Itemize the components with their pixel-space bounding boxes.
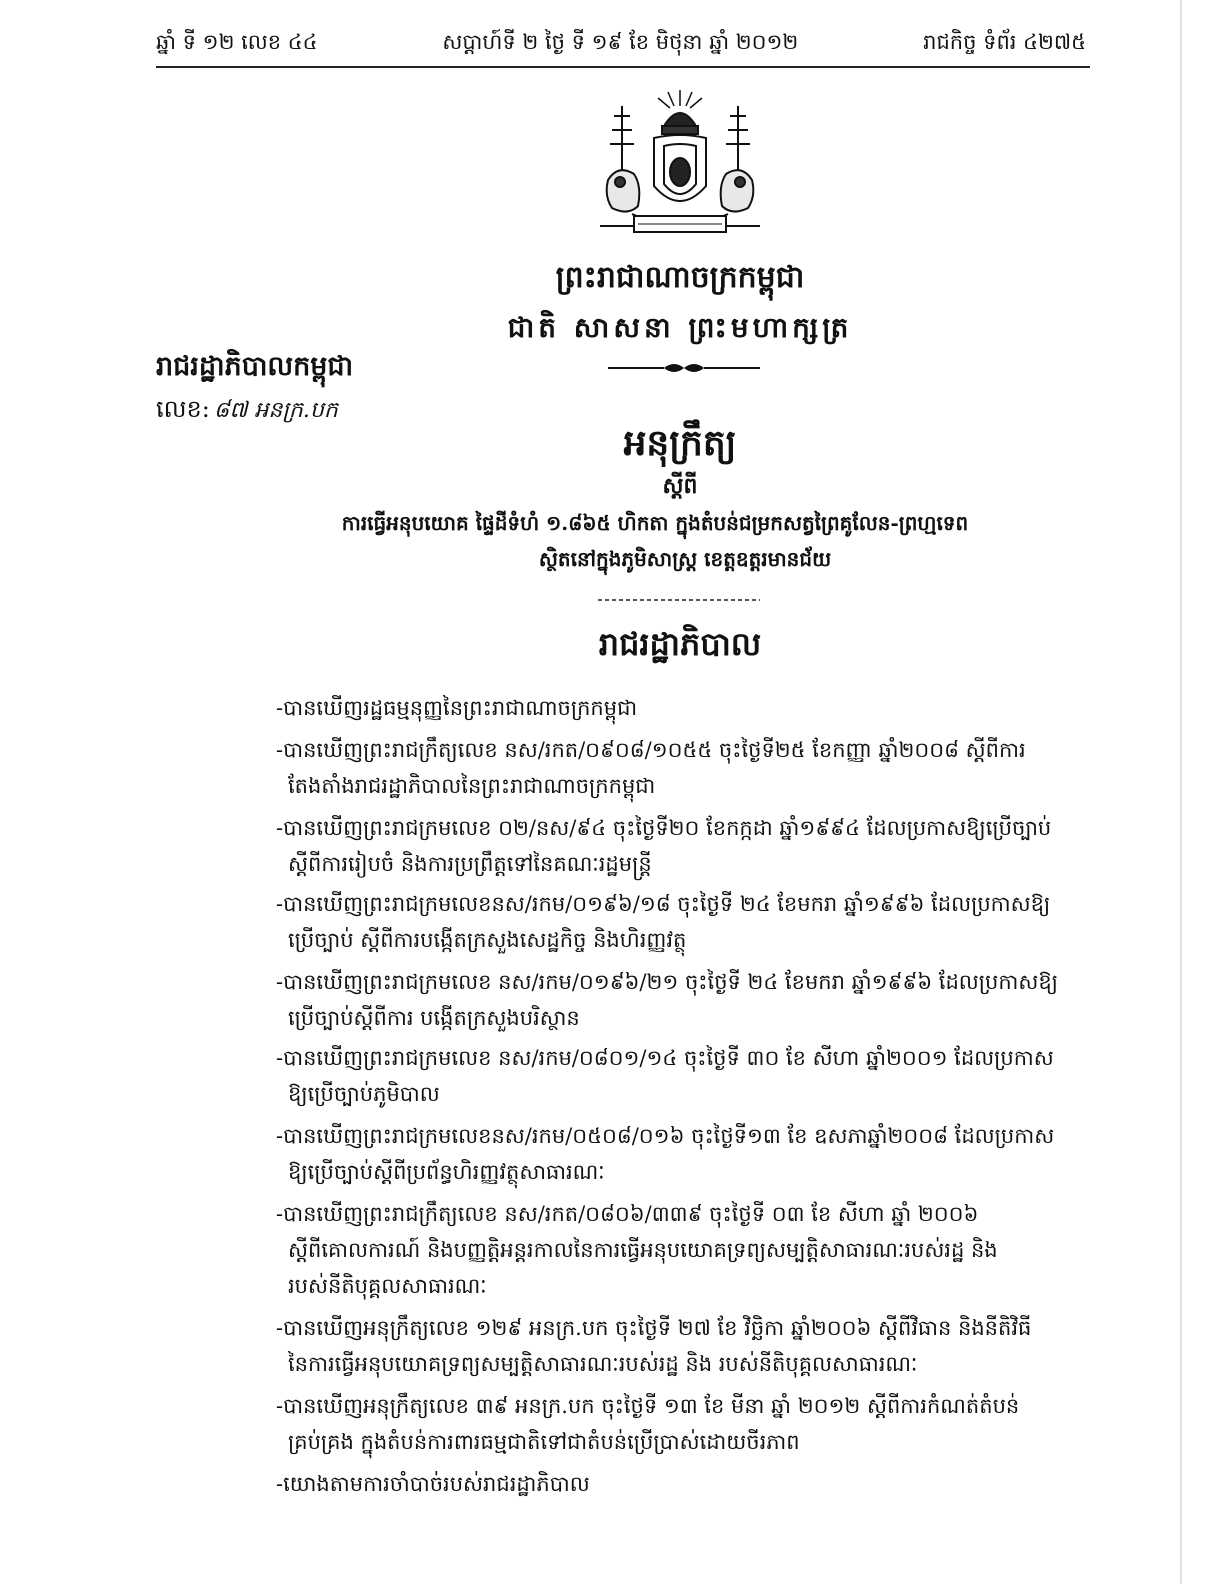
section-heading: រាជរដ្ឋាភិបាល <box>598 625 762 663</box>
page-number: រាជកិច្ច ទំព័រ ៤២៧៥ <box>923 29 1086 54</box>
issuing-government: រាជរដ្ឋាភិបាលកម្ពុជា <box>156 351 354 382</box>
clause-line: -បានឃើញរដ្ឋធម្មនុញ្ញនៃព្រះរាជាណាចក្រកម្ពុជា <box>276 696 638 720</box>
document-about: ស្ដីពី <box>662 473 698 499</box>
document-subject-line-2: ស្ថិតនៅក្នុងភូមិសាស្ត្រ ខេត្តឧត្ដរមានជ័យ <box>538 547 832 571</box>
kingdom-title: ព្រះរាជាណាចក្រកម្ពុជា <box>555 260 805 295</box>
clause-line-continued: ឱ្យប្រើច្បាប់ស្ដីពីប្រព័ន្ធហិរញ្ញវត្ថុសាធារណៈ <box>288 1160 605 1184</box>
clause-item <box>276 810 1086 882</box>
decree-number <box>156 394 338 429</box>
clause-item <box>276 1388 1086 1460</box>
clause-line-continued: របស់នីតិបុគ្គលសាធារណៈ <box>288 1274 487 1298</box>
clause-line-continued: ប្រើច្បាប់ ស្ដីពីការបង្កើតក្រសួងសេដ្ឋកិច្ច និងហិរញ្ញវត្ថុ <box>288 928 687 952</box>
issue-date: សប្ដាហ៍ទី ២ ថ្ងៃ ទី ១៩ ខែ មិថុនា ឆ្នាំ ២០១២ <box>442 29 799 54</box>
royal-coat-of-arms-emblem <box>598 86 762 244</box>
clause-item <box>276 732 1086 804</box>
clause-line: -បានឃើញអនុក្រឹត្យលេខ ៣៩ អនក្រ.បក ចុះថ្ងៃទី ១៣ ខែ មីនា ឆ្នាំ ២០១២ ស្ដីពីការកំណត់តំបន់ <box>276 1394 1020 1418</box>
clause-line: -បានឃើញព្រះរាជក្រឹត្យលេខ នស/រកត/០៩០៨/១០៥៥ ចុះថ្ងៃទី២៥ ខែកញ្ញា ឆ្នាំ២០០៨ ស្ដីពីការ <box>276 738 1026 762</box>
clause-item <box>276 964 1086 1036</box>
clause-line: -បានឃើញព្រះរាជក្រឹត្យលេខ នស/រកត/០៨០៦/៣៣៩ ចុះថ្ងៃទី ០៣ ខែ សីហា ឆ្នាំ ២០០៦ <box>276 1202 979 1226</box>
clause-item <box>276 690 1086 726</box>
decree-number-handwritten: ៨៧ អនក្រ.បក <box>213 398 338 423</box>
clause-item <box>276 1196 1086 1304</box>
clause-line-continued: ឱ្យប្រើច្បាប់ភូមិបាល <box>288 1082 440 1106</box>
issue-number: ឆ្នាំ ទី ១២ លេខ ៤៤ <box>156 29 318 54</box>
dotted-divider <box>594 594 764 606</box>
clause-item <box>276 886 1086 958</box>
clause-line: -បានឃើញព្រះរាជក្រមលេខ នស/រកម/០៨០១/១៤ ចុះថ្ងៃទី ៣០ ខែ សីហា ឆ្នាំ២០០១ ដែលប្រកាស <box>276 1046 1054 1070</box>
clause-line-continued: គ្រប់គ្រង ក្នុងតំបន់ការពារធម្មជាតិទៅជាតំបន់ប្រើប្រាស់ដោយចីរភាព <box>288 1430 800 1454</box>
clause-line-continued: ស្ដីពីគោលការណ៍ និងបញ្ញត្តិអន្តរកាលនៃការធ្វើអនុបយោគទ្រព្យសម្បត្តិសាធារណៈរបស់រដ្ឋ និង <box>288 1238 998 1262</box>
clause-line-continued: ប្រើច្បាប់ស្ដីពីការ បង្កើតក្រសួងបរិស្ថាន <box>288 1006 580 1030</box>
clause-line: -បានឃើញព្រះរាជក្រមលេខនស/រកម/០១៩៦/១៨ ចុះថ្ងៃទី ២៤ ខែមករា ឆ្នាំ១៩៩៦ ដែលប្រកាសឱ្យ <box>276 892 1051 916</box>
clause-line-continued: តែងតាំងរាជរដ្ឋាភិបាលនៃព្រះរាជាណាចក្រកម្ពុជា <box>288 774 656 798</box>
clause-line-continued: នៃការធ្វើអនុបយោគទ្រព្យសម្បត្តិសាធារណៈរបស់រដ្ឋ និង របស់នីតិបុគ្គលសាធារណៈ <box>288 1352 918 1376</box>
national-motto: ជាតិ សាសនា ព្រះមហាក្សត្រ <box>507 311 853 344</box>
document-subject-line-1: ការធ្វើអនុបយោគ ផ្ទៃដីទំហំ ១.៨៦៥ ហិកតា ក្នុងតំបន់ជម្រកសត្វព្រៃគូលែន-ព្រហ្មទេព <box>341 511 969 535</box>
clause-line-continued: ស្ដីពីការរៀបចំ និងការប្រព្រឹត្តទៅនៃគណៈរដ្ឋមន្ត្រី <box>288 852 652 876</box>
clause-item <box>276 1310 1086 1382</box>
document-type-title: អនុក្រឹត្យ <box>623 422 737 464</box>
clause-item <box>276 1118 1086 1190</box>
ornamental-divider <box>604 358 764 378</box>
clause-line: -បានឃើញអនុក្រឹត្យលេខ ១២៩ អនក្រ.បក ចុះថ្ងៃទី ២៧ ខែ វិច្ឆិកា ឆ្នាំ២០០៦ ស្ដីពីវិធាន និងនីតិវិធី <box>276 1316 1032 1340</box>
decree-number-label: លេខ: <box>156 395 210 423</box>
clause-line: -បានឃើញព្រះរាជក្រមលេខ ០២/នស/៩៤ ចុះថ្ងៃទី២០ ខែកក្កដា ឆ្នាំ១៩៩៤ ដែលប្រកាសឱ្យប្រើច្បាប់ <box>276 816 1052 840</box>
clause-line: -បានឃើញព្រះរាជក្រមលេខ នស/រកម/០១៩៦/២១ ចុះថ្ងៃទី ២៤ ខែមករា ឆ្នាំ១៩៩៦ ដែលប្រកាសឱ្យ <box>276 970 1058 994</box>
clause-item <box>276 1040 1086 1112</box>
scan-edge-shadow <box>1180 0 1182 1584</box>
gazette-header <box>156 24 1086 64</box>
header-divider <box>156 66 1090 68</box>
clause-line: -យោងតាមការចាំបាច់របស់រាជរដ្ឋាភិបាល <box>276 1472 590 1496</box>
clause-item <box>276 1466 1086 1502</box>
clause-line: -បានឃើញព្រះរាជក្រមលេខនស/រកម/០៥០៨/០១៦ ចុះថ្ងៃទី១៣ ខែ ឧសភាឆ្នាំ២០០៨ ដែលប្រកាស <box>276 1124 1055 1148</box>
